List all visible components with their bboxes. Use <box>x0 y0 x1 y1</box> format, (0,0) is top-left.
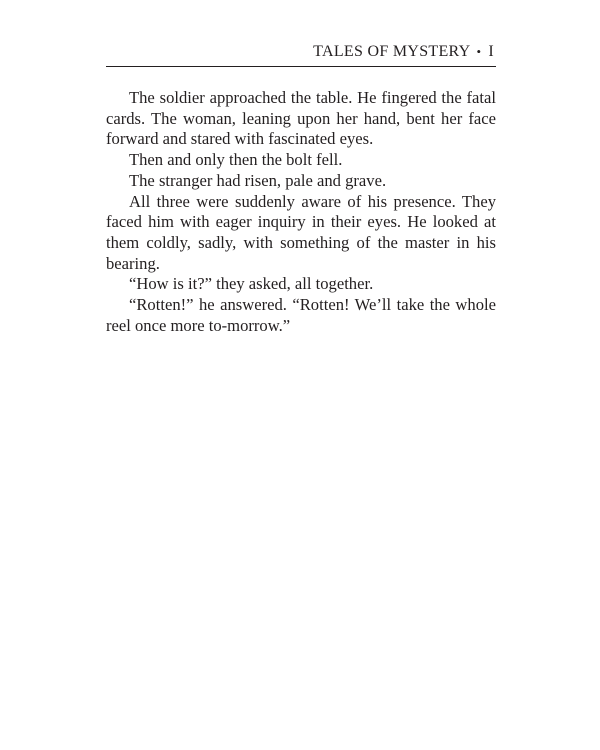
paragraph-2: Then and only then the bolt fell. <box>129 150 343 170</box>
running-title: TALES OF MYSTERY <box>313 43 471 60</box>
paragraph-3: The stranger had risen, pale and grave. <box>129 170 387 190</box>
header-separator-bullet: • <box>476 44 482 59</box>
header-rule <box>106 66 496 67</box>
running-header <box>106 40 494 64</box>
paragraph-1: The soldier approached the table. He fingered the fatal cards. The woman, leaning upon her hand, bent her face forward and stared with fascinated eyes. <box>106 88 496 149</box>
paragraph-5: “How is it?” they asked, all together. <box>129 274 374 294</box>
paragraph-4: All three were suddenly aware of his presence. They faced him with eager inquiry in their eyes. He looked at them coldly, sadly, with something of the master in his bearing. <box>106 191 496 273</box>
paragraph-6: “Rotten!” he answered. “Rotten! We’ll take the whole reel once more to-morrow.” <box>106 295 496 335</box>
body-text <box>106 88 496 336</box>
page-number: I <box>488 43 494 60</box>
